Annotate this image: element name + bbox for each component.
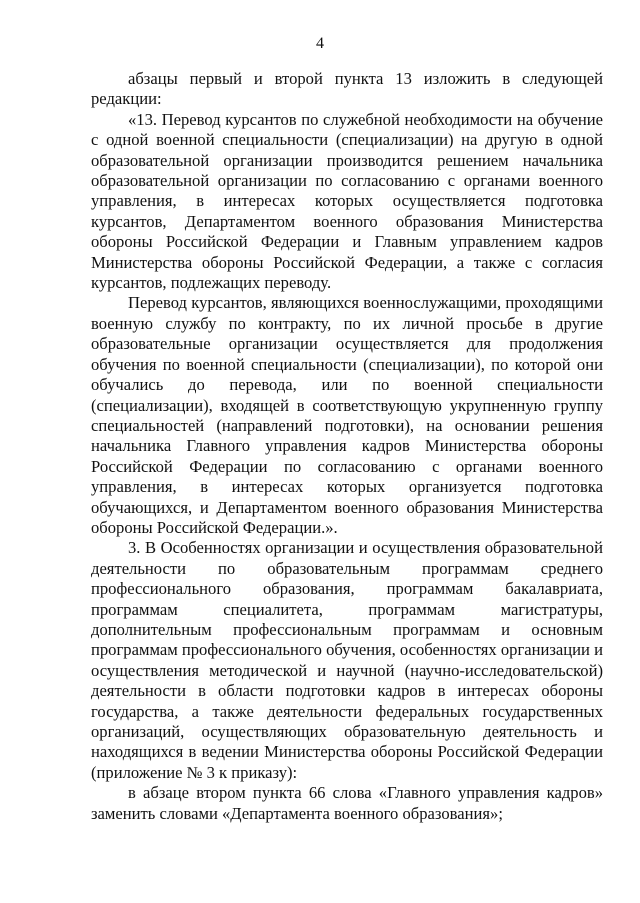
paragraph-item-66: в абзаце втором пункта 66 слова «Главного управления кадров» заменить словами «Департамента военного образования»; [91,783,603,823]
paragraph-intro: абзацы первый и второй пункта 13 изложить в следующей редакции: [91,69,603,109]
page-number: 4 [316,35,324,52]
paragraph-transfer-contract: Перевод курсантов, являющихся военнослужащими, проходящими военную службу по контракту, по их личной просьбе в другие образовательные организации осуществляется для продолжения обучения по военной специальности (специализации), по которой они обучались до перевода, или по военной специальности (специализации), входящей в соответствующую укрупненную группу специальностей (направлений подготовки), на основании решения начальника Главного управления кадров Министерства обороны Российской Федерации по согласованию с органами военного управления, в интересах которых организуется подготовка обучающихся, и Департаментом военного образования Министерства обороны Российской Федерации.». [91,293,603,537]
paragraph-item-3: 3. В Особенностях организации и осуществления образовательной деятельности по образовательным программам среднего профессионального образования, программам бакалавриата, программам специалитета, программам магистратуры, дополнительным профессиональным программам и основным программам профессионального обучения, особенностях организации и осуществления методической и научной (научно-исследовательской) деятельности в области подготовки кадров в интересах обороны государства, а также деятельности федеральных государственных организаций, осуществляющих образовательную деятельность и находящихся в ведении Министерства обороны Российской Федерации (приложение № 3 к приказу): [91,538,603,782]
paragraph-item-13: «13. Перевод курсантов по служебной необходимости на обучение с одной военной специальности (специализации) на другую в одной образовательной организации производится решением начальника образовательной организации по согласованию с органами военного управления, в интересах которых осуществляется подготовка курсантов, Департаментом военного образования Министерства обороны Российской Федерации и Главным управлением кадров Министерства обороны Российской Федерации, а также с согласия курсантов, подлежащих переводу. [91,109,603,293]
document-body [91,69,603,824]
